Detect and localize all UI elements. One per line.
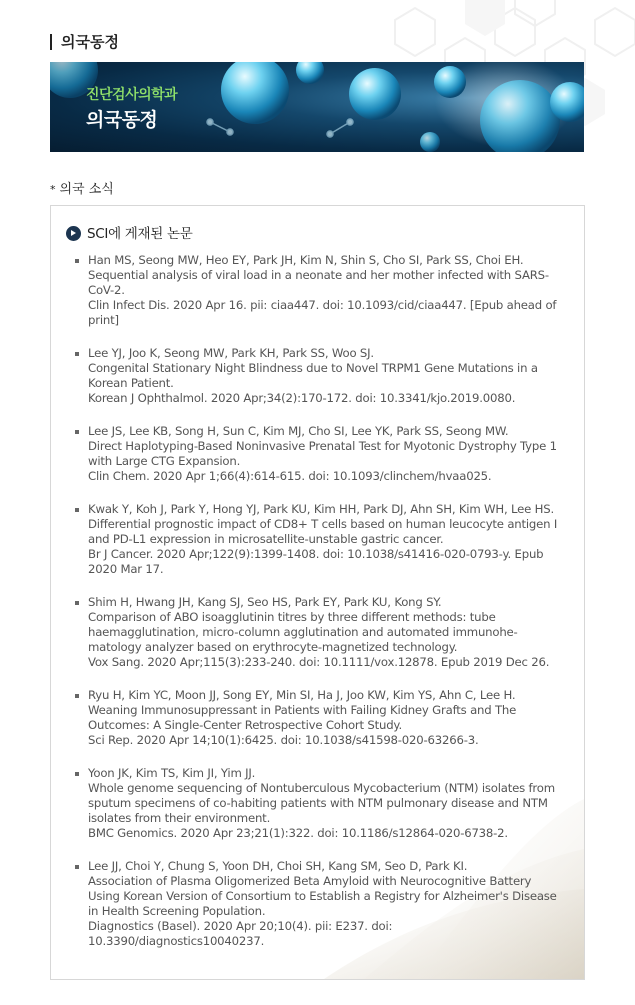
pub-authors: Han MS, Seong MW, Heo EY, Park JH, Kim N, Shin S, Cho SI, Park SS, Choi EH. bbox=[88, 253, 524, 267]
publication-item bbox=[75, 595, 565, 670]
pub-authors: Lee JJ, Choi Y, Chung S, Yoon DH, Choi SH, Kang SM, Seo D, Park KI. bbox=[88, 859, 468, 873]
publication-item bbox=[75, 253, 565, 328]
publication-item bbox=[75, 688, 565, 748]
pub-title: Direct Haplotyping-Based Noninvasive Prenatal Test for Myotonic Dystrophy Type 1 with Large CTG Expansion. bbox=[88, 439, 557, 468]
banner-subtitle: 진단검사의학과 bbox=[86, 87, 178, 103]
publication-item bbox=[75, 766, 565, 841]
page-title: 의국동정 bbox=[50, 34, 119, 50]
pub-title: Sequential analysis of viral load in a neonate and her mother infected with SARS-CoV-2. bbox=[88, 268, 549, 297]
news-panel bbox=[50, 205, 585, 980]
pub-title: Weaning Immunosuppressant in Patients with Failing Kidney Grafts and The Outcomes: A Single-Center Retrospective Cohort Study. bbox=[88, 703, 517, 732]
pub-title: Association of Plasma Oligomerized Beta Amyloid with Neurocognitive Battery Using Korean Version of Consortium to Establish a Registry for Alzheimer's Disease in Health Screening Population. bbox=[88, 874, 557, 918]
pub-authors: Yoon JK, Kim TS, Kim JI, Yim JJ. bbox=[88, 766, 256, 780]
pub-citation: Clin Chem. 2020 Apr 1;66(4):614-615. doi: 10.1093/clinchem/hvaa025. bbox=[88, 469, 492, 483]
publication-item bbox=[75, 424, 565, 484]
pub-citation: Korean J Ophthalmol. 2020 Apr;34(2):170-172. doi: 10.3341/kjo.2019.0080. bbox=[88, 391, 516, 405]
panel-heading-text: SCI에 게재된 논문 bbox=[87, 226, 193, 242]
pub-authors: Ryu H, Kim YC, Moon JJ, Song EY, Min SI, Ha J, Joo KW, Kim YS, Ahn C, Lee H. bbox=[88, 688, 516, 702]
hero-banner bbox=[50, 62, 584, 152]
pub-citation: Br J Cancer. 2020 Apr;122(9):1399-1408. doi: 10.1038/s41416-020-0793-y. Epub 2020 Mar 17. bbox=[88, 547, 544, 576]
play-circle-icon bbox=[66, 226, 81, 241]
pub-title: Congenital Stationary Night Blindness due to Novel TRPM1 Gene Mutations in a Korean Patient. bbox=[88, 361, 538, 390]
pub-authors: Lee YJ, Joo K, Seong MW, Park KH, Park SS, Woo SJ. bbox=[88, 346, 374, 360]
section-heading bbox=[50, 178, 114, 197]
section-label-text: 의국 소식 bbox=[59, 182, 114, 197]
pub-title: Whole genome sequencing of Nontuberculous Mycobacterium (NTM) isolates from sputum specimens of co-habiting patients with NTM pulmonary disease and NTM isolates from their environment. bbox=[88, 781, 555, 825]
pub-authors: Kwak Y, Koh J, Park Y, Hong YJ, Park KU, Kim HH, Park DJ, Ahn SH, Kim WH, Lee HS. bbox=[88, 502, 554, 516]
pub-citation: Clin Infect Dis. 2020 Apr 16. pii: ciaa447. doi: 10.1093/cid/ciaa447. [Epub ahead of print] bbox=[88, 298, 557, 327]
banner-title: 의국동정 bbox=[86, 109, 158, 131]
pub-citation: BMC Genomics. 2020 Apr 23;21(1):322. doi: 10.1186/s12864-020-6738-2. bbox=[88, 826, 508, 840]
publication-item bbox=[75, 502, 565, 577]
publication-item bbox=[75, 346, 565, 406]
pub-title: Differential prognostic impact of CD8+ T cells based on human leucocyte antigen I and PD-L1 expression in microsatellite-unstable gastric cancer. bbox=[88, 517, 558, 546]
pub-authors: Lee JS, Lee KB, Song H, Sun C, Kim MJ, Cho SI, Lee YK, Park SS, Seong MW. bbox=[88, 424, 509, 438]
pub-citation: Vox Sang. 2020 Apr;115(3):233-240. doi: 10.1111/vox.12878. Epub 2019 Dec 26. bbox=[88, 655, 550, 669]
panel-heading bbox=[66, 222, 193, 242]
asterisk-bullet: * bbox=[50, 183, 56, 196]
publication-item bbox=[75, 859, 565, 949]
pub-authors: Shim H, Hwang JH, Kang SJ, Seo HS, Park EY, Park KU, Kong SY. bbox=[88, 595, 442, 609]
publication-list bbox=[75, 253, 565, 967]
pub-citation: Sci Rep. 2020 Apr 14;10(1):6425. doi: 10.1038/s41598-020-63266-3. bbox=[88, 733, 479, 747]
pub-citation: Diagnostics (Basel). 2020 Apr 20;10(4). pii: E237. doi: 10.3390/diagnostics10040237. bbox=[88, 919, 393, 948]
pub-title: Comparison of ABO isoagglutinin titres by three different methods: tube haemagglutination, micro-column agglutination and automated immunohe-matology analyzer based on erythrocyte-magnetized technology. bbox=[88, 610, 518, 654]
